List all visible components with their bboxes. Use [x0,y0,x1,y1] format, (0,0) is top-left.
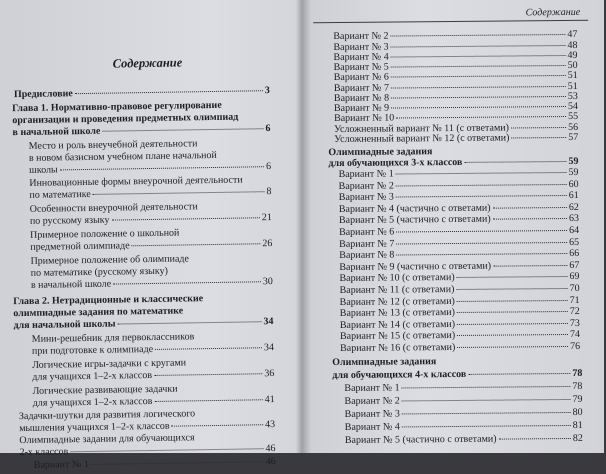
entry-title-line: школы [29,164,58,176]
leader-dots [468,373,570,375]
entry-title-line: Глава 1. Нормативно-правовое регулирование [12,99,222,115]
toc-entry [34,456,276,474]
entry-title: Вариант № 4 (частично с ответами) [338,202,491,215]
entry-title-line: в начальной школе [30,278,112,291]
entry-title: Вариант № 16 (с ответами) [340,341,456,354]
section-title-line: для обучающихся 3-х классов [328,156,463,170]
leader-dots [457,334,568,336]
page-number: 55 [568,110,579,122]
entry-title: Вариант № 3 [333,41,389,54]
page-number: 6 [265,123,271,135]
entry-title: Вариант № 14 (с ответами) [339,318,456,331]
entry-title: Вариант № 4 [333,51,389,64]
page-number: 78 [572,380,583,392]
page-number: 41 [264,394,275,406]
entry-title: Вариант № 15 (с ответами) [339,329,456,342]
entry-title-line: Примерное положение о школьной [30,227,180,241]
leader-dots [93,191,265,195]
page-number: 69 [569,270,580,282]
leader-dots [396,230,567,232]
entry-title: Вариант № 7 [333,82,390,95]
page-number: 78 [572,367,583,379]
entry-title: Вариант № 2 [338,180,394,192]
page-number: 82 [572,432,583,444]
running-header: Содержание [525,6,581,19]
leader-dots [391,34,566,37]
page-number: 50 [567,59,578,71]
page-number: 6 [265,161,272,173]
leader-dots [60,166,264,170]
page-number: 72 [569,305,580,317]
leader-dots [511,137,566,138]
page-number: 53 [567,90,578,102]
entry-title: Предисловие [13,88,73,101]
leader-dots [396,195,567,197]
entry-title-line: Особенности внеурочной деятельности [29,201,198,215]
page-number: 56 [568,121,579,133]
entry-title-line: при подготовке к олимпиаде [31,343,154,357]
entry-title-line: Задачки-шутки для развития логического [18,408,196,423]
page-number: 8 [266,186,272,198]
leader-dots [391,65,566,68]
leader-dots [493,265,567,267]
page-number: 26 [262,238,273,250]
leader-dots [456,288,567,290]
section-title-line: для обучающихся 4-х классов [332,368,467,382]
page-number: 49 [567,49,578,61]
entry-title: Вариант № 13 (с ответами) [339,306,456,319]
leader-dots [493,207,567,209]
page-number: 48 [567,39,578,51]
entry-title-line: по математике (русскому языку) [30,265,168,279]
entry-title: Вариант № 5 (частично с ответами) [338,213,491,226]
leader-dots [402,412,571,414]
page-number: 51 [567,80,578,92]
leader-dots [75,90,263,94]
page-number: 3 [264,85,270,97]
leader-dots [391,75,566,78]
entry-title: Вариант № 8 [339,249,395,261]
leader-dots [70,448,263,452]
section-title-line: Олимпиадные задания [328,146,433,159]
page-number: 34 [263,316,274,328]
entry-title: Вариант № 11 (с ответами) [339,283,455,296]
entry-title: Вариант № 2 [333,30,389,43]
leader-dots [155,347,262,350]
leader-dots [457,323,568,325]
toc-entry [334,132,578,148]
page-number: 57 [568,131,579,143]
entry-title: Вариант № 9 [333,102,390,115]
leader-dots [457,311,568,313]
page-number: 43 [265,419,276,431]
page-number: 65 [569,236,580,248]
page-number: 81 [572,419,583,431]
entry-title: Вариант № 3 [344,408,400,420]
leader-dots [391,55,566,58]
entry-title-line: для учащихся 1–2-х классов [32,369,153,383]
leader-dots [113,281,261,284]
page-title: Содержание [112,55,183,71]
leader-dots [464,161,566,163]
leader-dots [391,96,566,99]
entry-title-line: олимпиадные задания по математике [13,305,184,320]
toc-entry [345,433,583,449]
leader-dots [154,399,262,402]
leader-dots [132,243,261,246]
leader-dots [457,300,568,302]
right-page [301,0,606,454]
entry-title-line: Место и роль внеучебной деятельности [28,138,198,152]
entry-title: Усложненный вариант № 12 (с ответами) [334,132,510,146]
page-number: 54 [567,100,579,112]
page-number: 74 [569,328,580,340]
leader-dots [111,217,259,220]
entry-title: Вариант № 10 [334,112,395,125]
entry-title-line: Примерное положение об олимпиаде [30,253,189,267]
page-number: 80 [572,406,583,418]
leader-dots [391,106,566,109]
entry-title-line: для учащихся 1–2-х классов [32,395,153,409]
section-title-line: Олимпиадные задания [332,356,437,369]
entry-title: Усложненный вариант № 11 (с ответами) [334,122,509,136]
entry-title-line: Логические игры-задачки с кругами [32,357,187,371]
entry-title-line: в начальной школе [12,125,101,139]
leader-dots [154,373,262,376]
entry-title-line: предметной олимпиаде [30,240,130,253]
toc-entry [340,341,580,357]
entry-title: Вариант № 8 [333,92,390,105]
page-number: 64 [568,224,580,236]
leader-dots [172,424,264,426]
entry-title-line: для начальной школы [13,318,116,332]
entry-title: Вариант № 6 [333,71,389,84]
page-number: 76 [570,340,581,352]
entry-title: Вариант № 4 [344,421,400,433]
page-number: 71 [569,294,580,306]
page-number: 67 [569,259,580,271]
leader-dots [402,386,571,388]
entry-title: Вариант № 12 (с ответами) [339,295,455,308]
leader-dots [91,461,264,465]
entry-title: Вариант № 1 [344,382,400,394]
page-number: 66 [569,247,580,259]
page-number: 73 [569,317,580,329]
entry-title-line: в новом базисном учебном плане начальной [28,149,217,164]
leader-dots [457,276,568,278]
entry-title-line: Инновационные формы внеурочной деятельности [29,174,243,189]
leader-dots [396,116,566,118]
entry-title-line: 2-х классов [19,446,69,459]
page-number: 62 [568,201,579,213]
page-number: 30 [262,276,273,288]
leader-dots [391,86,566,89]
header-rule [313,20,588,23]
page-number: 70 [569,282,580,294]
entry-title-line: мышления учащихся 1–2-х классов [19,420,170,435]
leader-dots [117,321,261,324]
leader-dots [511,127,566,128]
page-number: 60 [568,178,579,190]
entry-title: Вариант № 5 [333,61,389,74]
leader-dots [402,425,571,427]
leader-dots [396,184,567,186]
page-number: 61 [568,189,579,201]
entry-title-line: Мини-решебник для первоклассников [31,331,195,345]
entry-title: Вариант № 1 [338,168,394,180]
entry-title: Вариант № 7 [339,238,395,250]
page-number: 34 [263,342,275,354]
entry-title: Вариант № 10 (с ответами) [339,271,455,284]
page-number: 46 [265,456,276,468]
entry-title: Вариант № 3 [338,191,394,203]
entry-title-line: Глава 2. Нетрадиционные и классические [13,293,204,308]
page-number: 46 [265,443,276,455]
entry-title: Вариант № 9 (частично с ответами) [339,260,492,273]
leader-dots [493,218,567,220]
page-number: 59 [568,166,579,178]
entry-title-line: по математике [29,188,91,201]
page-number: 59 [568,155,579,167]
entry-title: Вариант № 5 (частично с ответами) [344,433,497,446]
entry-title: Вариант № 2 [344,395,400,407]
entry-title-line: Олимпиадные задании для обучающихся [19,432,195,447]
leader-dots [396,172,567,174]
leader-dots [396,242,567,244]
entry-title-line: Логические развивающие задачки [32,383,178,397]
page-number: 21 [261,212,272,224]
entry-title-line: организации и проведения предметных олимпиад [12,111,239,127]
page-number: 36 [264,368,275,380]
page-number: 63 [568,212,579,224]
leader-dots [396,253,567,255]
leader-dots [402,399,571,401]
leader-dots [457,346,568,348]
entry-title-line: по русскому языку [29,214,110,227]
entry-title: Вариант № 6 [339,226,395,238]
page-number: 47 [567,28,578,40]
page-number: 79 [572,393,583,405]
leader-dots [499,438,571,440]
leader-dots [102,128,263,132]
page-number: 51 [567,69,578,81]
entry-title: Вариант № 1 [33,458,89,471]
leader-dots [391,45,566,48]
